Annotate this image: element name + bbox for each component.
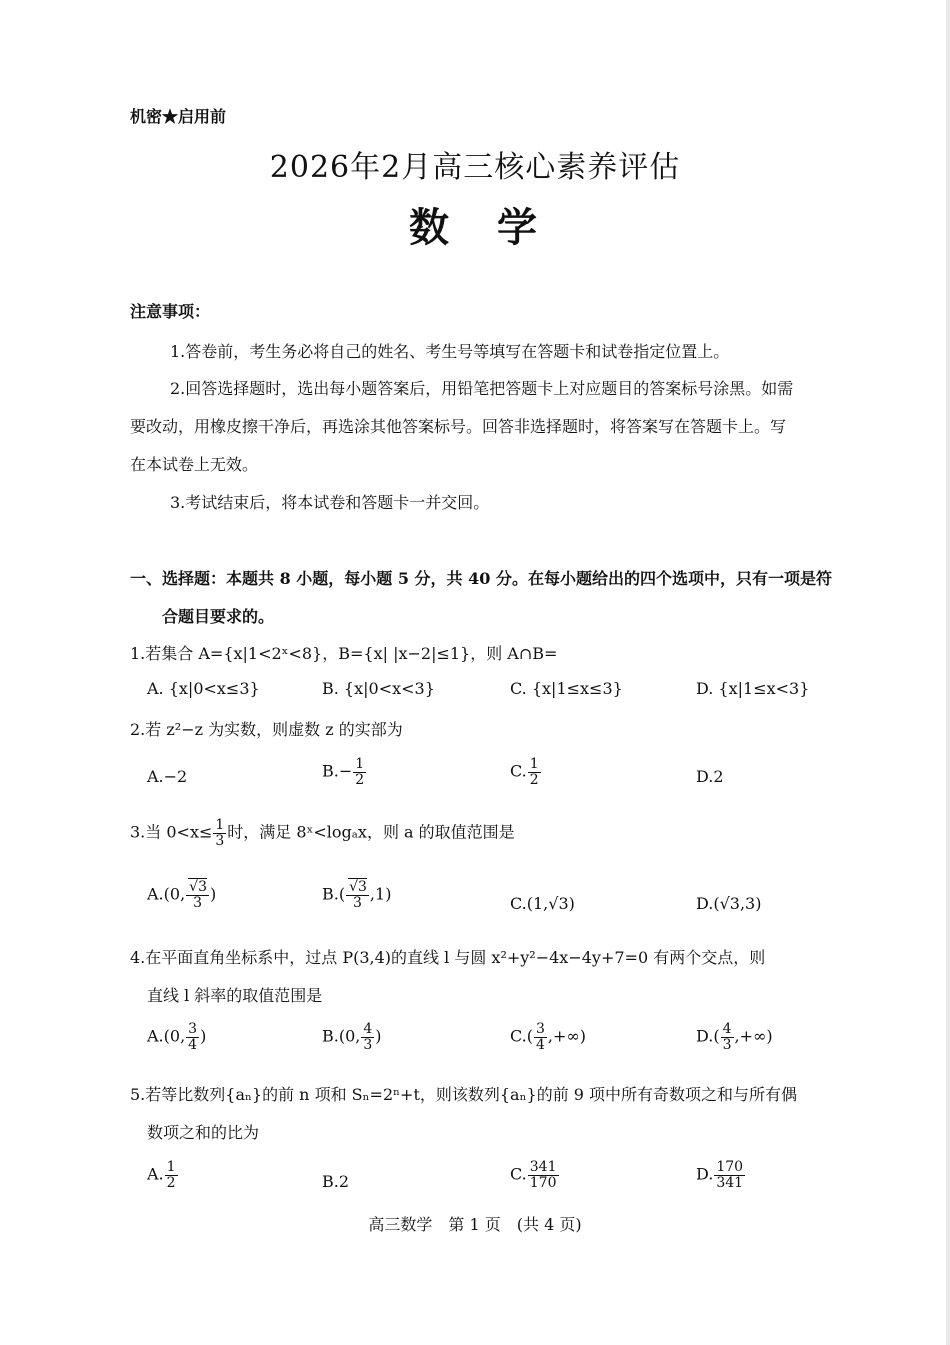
q2-option-c-fraction [528,757,541,787]
fraction-numerator: 3 [536,1021,545,1037]
q4-option-d [696,1022,773,1052]
fraction-denominator: 2 [529,771,539,788]
q5-option-a-fraction [165,1160,178,1190]
page-footer: 高三数学 第 1 页 (共 4 页) [368,1215,582,1234]
q1-option-d: D. {x|1≤x<3} [696,679,810,698]
q4-option-d-prefix: D.( [696,1026,720,1046]
notice-item-2-line-2: 要改动，用橡皮擦干净后，再选涂其他答案标号。回答非选择题时，将答案写在答题卡上。写 [130,417,787,436]
q5-option-c [510,1160,560,1190]
question-5-line-1: 5.若等比数列{aₙ}的前 n 项和 Sₙ=2ⁿ+t，则该数列{aₙ}的前 9 项中所有奇数项之和与所有偶 [130,1085,798,1104]
q4-option-b-prefix: B.(0, [322,1026,361,1046]
q5-option-d-fraction [714,1160,745,1190]
fraction-numerator: 1 [355,756,365,772]
fraction-denominator: 3 [353,894,362,911]
question-4-line-2: 直线 l 斜率的取值范围是 [147,986,323,1005]
q4-option-b [322,1022,382,1052]
subject-title: 数 学 [409,204,541,251]
q5-option-a-prefix: A. [147,1164,164,1184]
q4-option-a-prefix: A.(0, [147,1026,186,1046]
q3-option-a-prefix: A.(0, [147,884,186,904]
scan-edge-shadow [946,0,950,1345]
q4-option-a-fraction [186,1022,199,1052]
q1-option-c: C. {x|1≤x≤3} [510,679,623,698]
notice-item-2-line-1: 2.回答选择题时，选出每小题答案后，用铅笔把答题卡上对应题目的答案标号涂黑。如需 [170,379,794,398]
q2-option-c [510,757,542,787]
fraction-numerator: 1 [166,1159,176,1175]
q2-option-c-prefix: C. [510,761,527,781]
fraction-numerator: 3 [188,1021,198,1037]
fraction-denominator: 341 [716,1174,744,1191]
q4-option-b-suffix: ) [375,1026,382,1046]
question-3-stem [130,818,515,848]
fraction-numerator: 1 [529,756,539,772]
fraction-numerator: 4 [363,1021,373,1037]
fraction-numerator [186,880,209,896]
q4-option-c-prefix: C.( [510,1026,533,1046]
q3-option-d: D.(√3,3) [696,894,762,913]
q4-option-d-fraction [721,1022,734,1052]
confidential-label: 机密★启用前 [130,107,227,126]
notice-item-2-line-3: 在本试卷上无效。 [130,455,259,474]
q4-option-c-suffix: ,+∞) [547,1026,586,1046]
question-1-stem: 1.若集合 A={x|1<2ˣ<8}，B={x| |x−2|≤1}，则 A∩B= [130,644,558,663]
question-4-line-1: 4.在平面直角坐标系中，过点 P(3,4)的直线 l 与圆 x²+y²−4x−4y+7=0 有两个交点，则 [130,948,766,967]
fraction-numerator: 170 [716,1159,744,1175]
fraction-numerator: 341 [529,1159,557,1175]
fraction-denominator: 3 [363,1036,373,1053]
notice-heading: 注意事项： [130,302,211,321]
q3-option-b-suffix: ,1) [369,884,392,904]
q2-option-b-prefix: B.− [322,761,353,781]
question-5-line-2: 数项之和的比为 [147,1123,260,1142]
fraction-denominator: 2 [166,1174,176,1191]
fraction-denominator: 170 [529,1174,557,1191]
q2-option-a: A.−2 [147,767,188,786]
fraction-numerator: 1 [215,817,225,833]
notice-item-3: 3.考试结束后，将本试卷和答题卡一并交回。 [170,493,490,512]
notice-item-1: 1.答卷前，考生务必将自己的姓名、考生号等填写在答题卡和试卷指定位置上。 [170,342,730,361]
sqrt-3: √3 [189,879,207,895]
section-1-heading-cont: 合题目要求的。 [162,607,275,626]
exam-title: 2026年2月高三核心素养评估 [269,150,681,185]
fraction-denominator: 4 [536,1036,545,1053]
fraction-denominator: 3 [722,1036,732,1053]
q3-option-a-fraction [186,880,209,910]
q5-option-d-prefix: D. [696,1164,714,1184]
q2-option-b-fraction [353,757,366,787]
q4-option-c [510,1022,586,1052]
q1-option-a: A. {x|0<x≤3} [147,679,260,698]
fraction-numerator: 4 [722,1021,732,1037]
q3-stem-prefix: 3.当 0<x≤ [130,822,213,842]
sqrt-3: √3 [349,879,367,895]
q4-option-a-suffix: ) [200,1026,207,1046]
q5-option-c-fraction [528,1160,559,1190]
q3-stem-suffix: 时，满足 8ˣ<logₐx，则 a 的取值范围是 [227,822,515,842]
q4-option-b-fraction [361,1022,374,1052]
fraction-denominator: 3 [193,894,203,911]
q3-option-a [147,880,216,910]
q5-option-c-prefix: C. [510,1164,527,1184]
q3-option-c: C.(1,√3) [510,894,575,913]
question-2-stem: 2.若 z²−z 为实数，则虚数 z 的实部为 [130,720,403,739]
q4-option-d-suffix: ,+∞) [734,1026,773,1046]
q5-option-a [147,1160,179,1190]
q5-option-d [696,1160,746,1190]
q5-option-b: B.2 [322,1172,350,1191]
fraction-denominator: 2 [355,771,365,788]
q3-option-b-fraction [346,880,369,910]
q2-option-d: D.2 [696,767,724,786]
fraction-numerator [346,880,369,896]
q1-option-b: B. {x|0<x<3} [322,679,435,698]
q3-option-b [322,880,391,910]
q4-option-a [147,1022,206,1052]
q4-option-c-fraction [534,1022,547,1052]
fraction-denominator: 4 [188,1036,198,1053]
q3-option-a-suffix: ) [209,884,217,904]
q2-option-b [322,757,367,787]
q3-stem-fraction [213,818,226,848]
section-1-heading: 一、选择题：本题共 8 小题，每小题 5 分，共 40 分。在每小题给出的四个选项中，只有一项是符 [130,569,832,588]
q3-option-b-prefix: B.( [322,884,346,904]
fraction-denominator: 3 [215,832,225,849]
